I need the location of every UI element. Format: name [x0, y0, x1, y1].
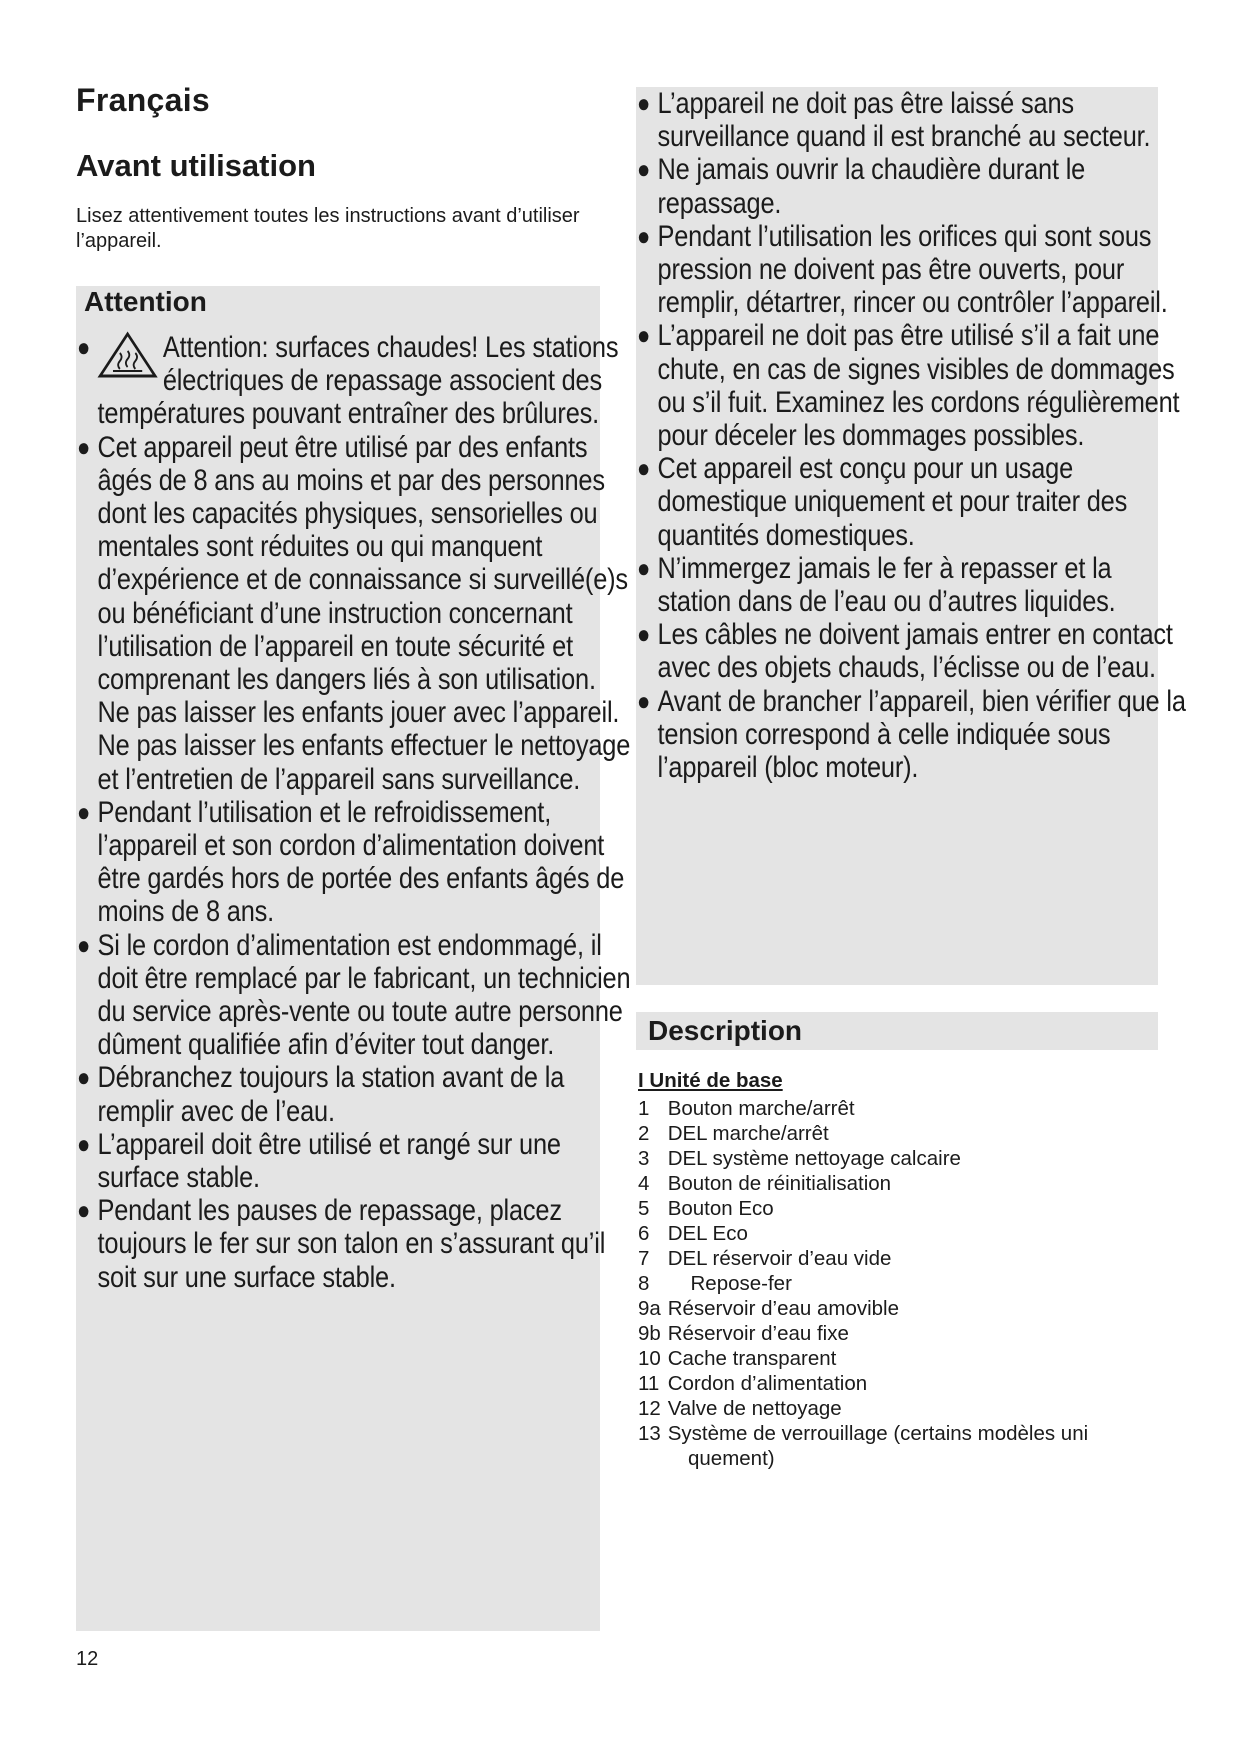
description-title: Description — [648, 1015, 803, 1046]
list-item — [638, 1446, 1158, 1471]
list-item — [638, 1296, 1158, 1321]
part-label: DEL marche/arrêt — [667, 1122, 829, 1145]
list-item — [638, 1171, 1158, 1196]
part-label: DEL Eco — [667, 1222, 748, 1245]
bullet-icon: ● — [76, 1195, 91, 1226]
part-label: Bouton marche/arrêt — [667, 1097, 855, 1120]
part-number: 11 — [638, 1372, 660, 1395]
list-item — [636, 319, 1186, 452]
section-title: Avant utilisation — [76, 148, 316, 183]
attention-list-continued — [636, 87, 1186, 785]
list-item — [76, 796, 636, 929]
bullet-icon: ● — [76, 431, 91, 462]
part-number: 6 — [638, 1222, 650, 1245]
warn-text: Pendant l’utilisation et le refroidissement, l’appareil et son cordon d’alimentation doivent être gardés hors de portée des enfants âgés de moins de 8 ans. — [97, 795, 625, 929]
bullet-icon: ● — [76, 796, 91, 827]
list-item — [636, 552, 1186, 618]
part-label: DEL réservoir d’eau vide — [667, 1247, 892, 1270]
bullet-icon: ● — [636, 88, 651, 118]
part-number: 13 — [638, 1422, 661, 1445]
warn-text: Ne pas laisser les enfants effectuer le nettoyage et l’entretien de l’appareil sans surveillance. — [97, 729, 631, 796]
warn-text: Si le cordon d’alimentation est endommagé, il doit être remplacé par le fabricant, un technicien du service après-vente ou toute autre personne dûment qualifiée afin d’éviter tout danger. — [97, 928, 631, 1062]
list-item — [76, 331, 636, 431]
part-number: 5 — [638, 1197, 650, 1220]
list-item — [636, 685, 1186, 785]
part-label: Réservoir d’eau amovible — [667, 1297, 900, 1320]
warn-text: Ne jamais ouvrir la chaudière durant le repassage. — [657, 153, 1086, 220]
warn-text: Avant de brancher l’appareil, bien vérifier que la tension correspond à celle indiquée sous l’appareil (bloc moteur). — [657, 684, 1186, 785]
bullet-icon: ● — [636, 154, 651, 185]
list-item — [638, 1246, 1158, 1271]
part-number: 9b — [638, 1322, 661, 1345]
page-number: 12 — [76, 1648, 99, 1670]
bullet-icon: ● — [76, 929, 91, 960]
unit-heading: I Unité de base — [638, 1069, 783, 1092]
bullet-icon: ● — [76, 1062, 91, 1093]
list-item — [76, 1194, 636, 1294]
part-number: 8 — [638, 1272, 650, 1295]
hot-surface-warning-icon — [98, 331, 158, 379]
bullet-icon: ● — [636, 220, 651, 251]
list-item — [76, 929, 636, 1062]
warn-text: N’immergez jamais le fer à repasser et la station dans de l’eau ou d’autres liquides. — [657, 551, 1116, 619]
part-number: 12 — [638, 1397, 661, 1420]
list-item — [636, 220, 1186, 320]
part-label: Cache transparent — [667, 1347, 837, 1370]
attention-title: Attention — [84, 286, 207, 317]
part-label: Cordon d’alimentation — [667, 1372, 868, 1395]
part-label: DEL système nettoyage calcaire — [667, 1147, 961, 1170]
warn-text: Attention: surfaces chaudes! Les stations électriques de repassage associent des températures pouvant entraîner des brûlures. — [97, 331, 619, 431]
bullet-icon: ● — [76, 1128, 91, 1159]
part-label: Réservoir d’eau fixe — [667, 1322, 849, 1345]
list-item — [638, 1321, 1158, 1346]
bullet-icon: ● — [636, 552, 651, 583]
list-item — [638, 1146, 1158, 1171]
intro-text: Lisez attentivement toutes les instructions avant d’utiliser l’appareil. — [76, 205, 580, 252]
warn-text: Pendant les pauses de repassage, placez toujours le fer sur son talon en s’assurant qu’il soit sur une surface stable. — [97, 1194, 606, 1294]
list-item — [638, 1096, 1158, 1121]
list-item — [638, 1196, 1158, 1221]
warn-text: L’appareil ne doit pas être utilisé s’il a fait une chute, en cas de signes visibles de dommages ou s’il fuit. Examinez les cordons régulièrement pour déceler les dommages possibles. — [657, 319, 1180, 453]
list-item — [638, 1221, 1158, 1246]
warn-text: L’appareil ne doit pas être laissé sans surveillance quand il est branché au secteur. — [657, 87, 1151, 154]
warn-text: Débranchez toujours la station avant de la remplir avec de l’eau. — [97, 1061, 565, 1128]
warn-text: L’appareil doit être utilisé et rangé sur une surface stable. — [97, 1127, 561, 1195]
bullet-icon: ● — [636, 453, 651, 484]
list-item — [76, 431, 636, 796]
list-item — [638, 1396, 1158, 1421]
list-item — [76, 1061, 636, 1127]
part-label-continued: quement) — [688, 1447, 775, 1470]
part-label: Repose-fer — [690, 1272, 792, 1295]
attention-list — [76, 331, 631, 1294]
parts-list — [638, 1096, 1158, 1471]
part-label: Valve de nettoyage — [667, 1397, 842, 1420]
part-number: 4 — [638, 1172, 650, 1195]
attention-box — [76, 286, 631, 1631]
list-item — [636, 452, 1186, 552]
list-item — [638, 1346, 1158, 1371]
part-number: 9a — [638, 1297, 661, 1320]
part-number: 10 — [638, 1347, 661, 1370]
part-label: Bouton Eco — [667, 1197, 774, 1220]
list-item — [638, 1121, 1158, 1146]
list-item — [636, 153, 1186, 219]
part-label: Bouton de réinitialisation — [667, 1172, 892, 1195]
warn-text: Les câbles ne doivent jamais entrer en contact avec des objets chauds, l’éclisse ou de l’eau. — [657, 618, 1173, 685]
list-item — [636, 618, 1186, 684]
description-header-box — [636, 1012, 1158, 1050]
bullet-icon: ● — [636, 320, 651, 351]
bullet-icon: ● — [636, 685, 651, 716]
part-label: Système de verrouillage (certains modèles uni — [667, 1422, 1089, 1445]
list-item — [638, 1371, 1158, 1396]
bullet-icon: ● — [76, 332, 91, 362]
part-number: 2 — [638, 1122, 650, 1145]
page-language-heading: Français — [76, 82, 211, 118]
list-item — [76, 1128, 636, 1194]
list-item — [638, 1271, 1158, 1296]
list-item — [638, 1421, 1158, 1446]
part-number: 7 — [638, 1247, 650, 1270]
bullet-icon: ● — [636, 619, 651, 650]
list-item — [636, 87, 1186, 153]
warn-text: Cet appareil peut être utilisé par des enfants âgés de 8 ans au moins et par des personnes dont les capacités physiques, sensorielles ou mentales sont réduites ou qui manquent d’expérience et de connaissance si surveillé(e)s ou bénéficiant d’une instruction concernant l’utilisation de l’appareil en toute sécurité et comprenant les dangers liés à son utilisation. — [97, 430, 628, 697]
part-number: 1 — [638, 1097, 650, 1120]
attention-box-continued — [636, 87, 1186, 985]
part-number: 3 — [638, 1147, 650, 1170]
warn-text: Ne pas laisser les enfants jouer avec l’appareil. — [97, 696, 620, 730]
warn-text: Pendant l’utilisation les orifices qui sont sous pression ne doivent pas être ouverts, pour remplir, détartrer, rincer ou contrôler l’appareil. — [657, 219, 1168, 320]
warn-text: Cet appareil est conçu pour un usage domestique uniquement et pour traiter des quantités domestiques. — [657, 452, 1128, 552]
